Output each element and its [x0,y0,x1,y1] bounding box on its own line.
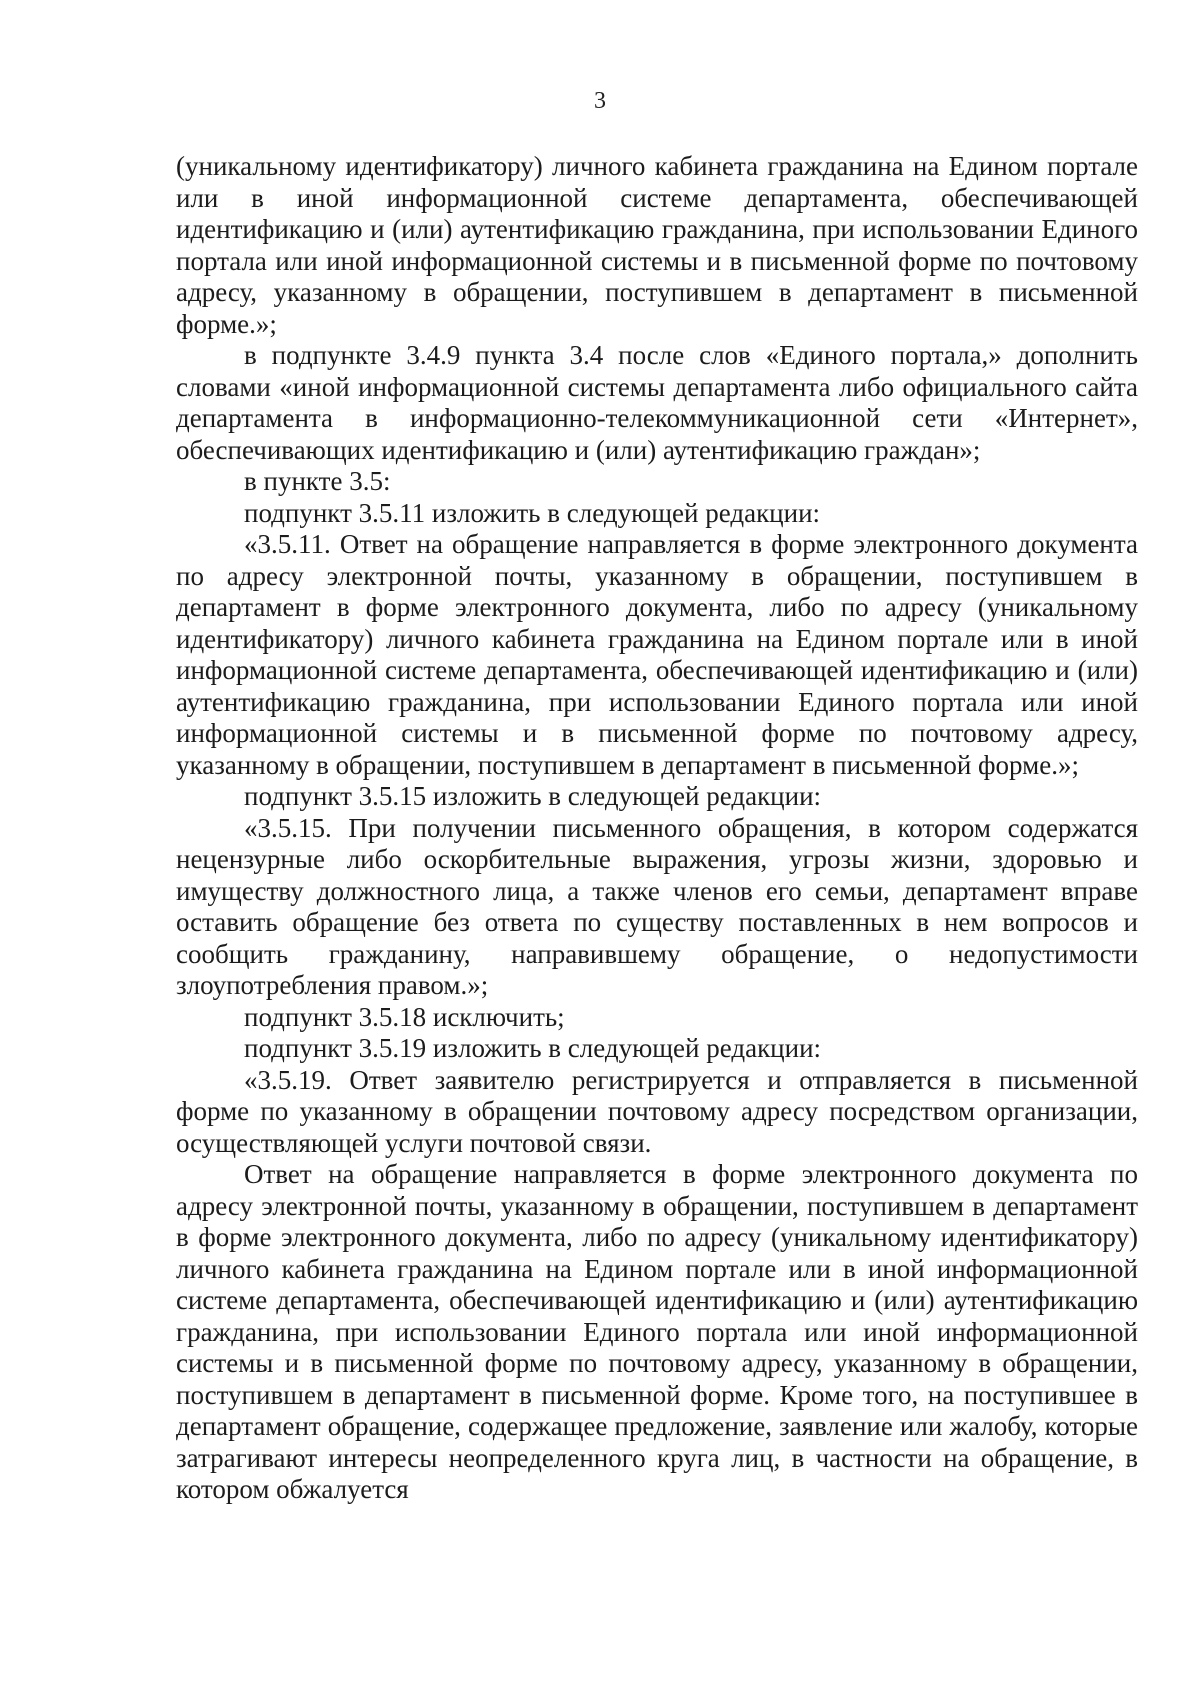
paragraph-subclause-3-4-9: в подпункте 3.4.9 пункта 3.4 после слов «Единого портала,» дополнить словами «иной информационной системы департамента либо официального сайта департамента в информационно-телекоммуникационной сети «Интернет», обеспечивающих идентификацию и (или) аутентификацию граждан»; [176,340,1138,465]
paragraph-electronic-response: Ответ на обращение направляется в форме электронного документа по адресу электронной почты, указанному в обращении, поступившем в департамент в форме электронного документа, либо по адресу (уникальному идентификатору) личного кабинета гражданина на Едином портале или в иной информационной системе департамента, обеспечивающей идентификацию и (или) аутентификацию гражданина, при использовании Единого портала или иной информационной системы и в письменной форме по почтовому адресу, указанному в обращении, поступившем в департамент в письменной форме. Кроме того, на поступившее в департамент обращение, содержащее предложение, заявление или жалобу, которые затрагивают интересы неопределенного круга лиц, в частности на обращение, в котором обжалуется [176,1159,1138,1504]
paragraph-subclause-3-5-15-text: «3.5.15. При получении письменного обращения, в котором содержатся нецензурные либо оскорбительные выражения, угрозы жизни, здоровью и имуществу должностного лица, а также членов его семьи, департамент вправе оставить обращение без ответа по существу поставленных в нем вопросов и сообщить гражданину, направившему обращение, о недопустимости злоупотребления правом.»; [176,812,1138,1000]
document-body [176,151,1138,1506]
paragraph-subclause-3-5-11-intro: подпункт 3.5.11 изложить в следующей редакции: [244,497,821,528]
paragraph-subclause-3-5-18: подпункт 3.5.18 исключить; [244,1001,565,1032]
paragraph-subclause-3-5-19-intro: подпункт 3.5.19 изложить в следующей редакции: [244,1033,822,1063]
paragraph-subclause-3-5-19-text: «3.5.19. Ответ заявителю регистрируется и отправляется в письменной форме по указанному в обращении почтовому адресу посредством организации, осуществляющей услуги почтовой связи. [176,1064,1138,1158]
page-number: 3 [594,88,606,114]
paragraph-subclause-3-5-11-text: «3.5.11. Ответ на обращение направляется в форме электронного документа по адресу электронной почты, указанному в обращении, поступившем в департамент в форме электронного документа, либо по адресу (уникальному идентификатору) личного кабинета гражданина на Едином портале или в иной информационной системе департамента, обеспечивающей идентификацию и (или) аутентификацию гражданина, при использовании Единого портала или иной информационной системы и в письменной форме по почтовому адресу, указанному в обращении, поступившем в департамент в письменной форме.»; [176,529,1138,780]
paragraph-continuation: (уникальному идентификатору) личного кабинета гражданина на Едином портале или в иной информационной системе департамента, обеспечивающей идентификацию и (или) аутентификацию гражданина, при использовании Единого портала или иной информационной системы и в письменной форме по почтовому адресу, указанному в обращении, поступившем в департамент в письменной форме.»; [176,151,1138,339]
paragraph-clause-3-5: в пункте 3.5: [244,466,391,496]
paragraph-subclause-3-5-15-intro: подпункт 3.5.15 изложить в следующей редакции: [244,781,822,811]
